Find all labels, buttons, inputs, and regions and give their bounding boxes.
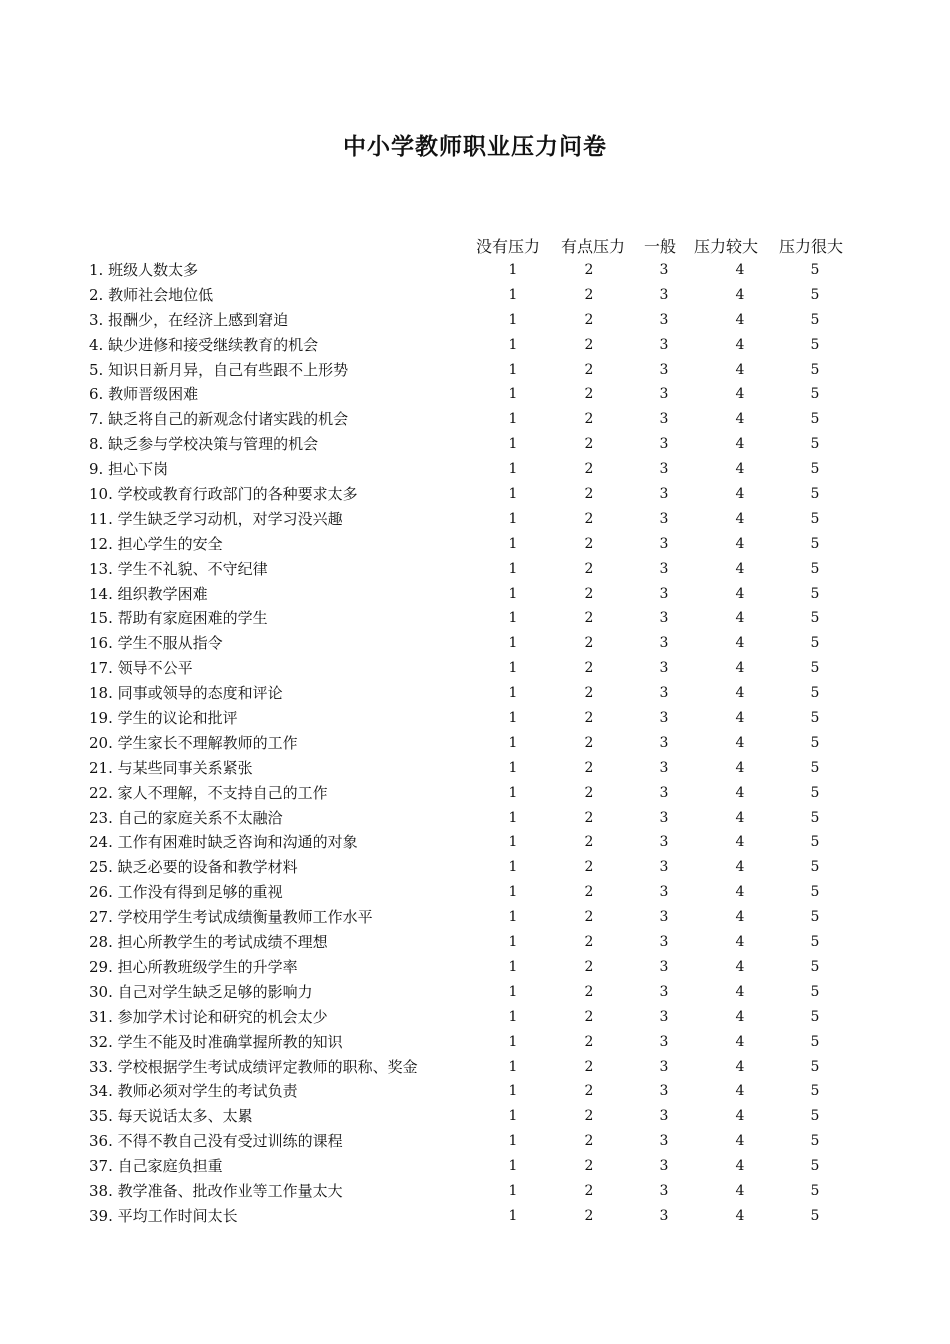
scale-option-3[interactable]: 3 (659, 436, 669, 453)
scale-option-5[interactable]: 5 (810, 710, 820, 727)
scale-option-4[interactable]: 4 (735, 311, 745, 328)
scale-option-3[interactable]: 3 (659, 535, 669, 552)
scale-option-2[interactable]: 2 (584, 610, 594, 627)
scale-option-4[interactable]: 4 (735, 610, 745, 627)
question-text: 16. 学生不服从指令 (89, 634, 223, 653)
scale-option-2[interactable]: 2 (584, 535, 594, 552)
scale-option-2[interactable]: 2 (584, 1182, 594, 1199)
question-row (0, 731, 950, 756)
scale-option-5[interactable]: 5 (810, 486, 820, 503)
scale-option-4[interactable]: 4 (735, 784, 745, 801)
question-row (0, 333, 950, 358)
scale-option-1[interactable]: 1 (508, 660, 518, 677)
scale-option-5[interactable]: 5 (810, 1033, 820, 1050)
scale-option-1[interactable]: 1 (508, 685, 518, 702)
scale-option-3[interactable]: 3 (659, 361, 669, 378)
scale-option-5[interactable]: 5 (810, 934, 820, 951)
question-text: 6. 教师晋级困难 (89, 385, 199, 404)
question-text: 29. 担心所教班级学生的升学率 (89, 957, 298, 976)
scale-option-5[interactable]: 5 (810, 884, 820, 901)
scale-option-1[interactable]: 1 (508, 1207, 518, 1224)
scale-option-2[interactable]: 2 (584, 1108, 594, 1125)
question-text: 34. 教师必须对学生的考试负责 (89, 1082, 298, 1101)
question-row (0, 1154, 950, 1179)
scale-option-1[interactable]: 1 (508, 1083, 518, 1100)
scale-option-2[interactable]: 2 (584, 436, 594, 453)
scale-option-2[interactable]: 2 (584, 1158, 594, 1175)
scale-option-1[interactable]: 1 (508, 934, 518, 951)
question-row (0, 606, 950, 631)
scale-option-5[interactable]: 5 (810, 1083, 820, 1100)
question-text: 5. 知识日新月异，自己有些跟不上形势 (89, 360, 349, 379)
scale-option-3[interactable]: 3 (659, 685, 669, 702)
scale-option-5[interactable]: 5 (810, 262, 820, 278)
scale-option-4[interactable]: 4 (735, 1207, 745, 1224)
scale-option-2[interactable]: 2 (584, 1058, 594, 1075)
scale-option-2[interactable]: 2 (584, 983, 594, 1000)
scale-option-2[interactable]: 2 (584, 759, 594, 776)
question-row (0, 955, 950, 980)
scale-option-1[interactable]: 1 (508, 1033, 518, 1050)
question-row (0, 980, 950, 1005)
scale-option-5[interactable]: 5 (810, 510, 820, 527)
page-title: 中小学教师职业压力问卷 (343, 133, 607, 160)
question-text: 13. 学生不礼貌、不守纪律 (89, 559, 268, 578)
question-text: 17. 领导不公平 (89, 659, 193, 678)
scale-option-1[interactable]: 1 (508, 585, 518, 602)
scale-option-5[interactable]: 5 (810, 386, 820, 403)
scale-option-4[interactable]: 4 (735, 660, 745, 677)
scale-option-3[interactable]: 3 (659, 1083, 669, 1100)
scale-option-5[interactable]: 5 (810, 859, 820, 876)
scale-option-5[interactable]: 5 (810, 585, 820, 602)
scale-option-3[interactable]: 3 (659, 784, 669, 801)
question-row (0, 582, 950, 607)
header-very-high-pressure: 压力很大 (779, 237, 844, 256)
scale-option-1[interactable]: 1 (508, 486, 518, 503)
question-row (0, 1030, 950, 1055)
question-text: 15. 帮助有家庭困难的学生 (89, 609, 268, 628)
question-row (0, 1055, 950, 1080)
scale-option-1[interactable]: 1 (508, 1108, 518, 1125)
scale-option-4[interactable]: 4 (735, 486, 745, 503)
scale-option-4[interactable]: 4 (735, 734, 745, 751)
question-row (0, 358, 950, 383)
scale-option-5[interactable]: 5 (810, 809, 820, 826)
scale-option-4[interactable]: 4 (735, 1033, 745, 1050)
scale-option-4[interactable]: 4 (735, 1083, 745, 1100)
scale-option-5[interactable]: 5 (810, 983, 820, 1000)
scale-option-5[interactable]: 5 (810, 834, 820, 851)
scale-option-3[interactable]: 3 (659, 386, 669, 403)
scale-option-3[interactable]: 3 (659, 411, 669, 428)
scale-option-1[interactable]: 1 (508, 286, 518, 303)
question-text: 14. 组织教学困难 (89, 584, 208, 603)
scale-option-2[interactable]: 2 (584, 411, 594, 428)
question-row (0, 308, 950, 333)
question-row (0, 457, 950, 482)
scale-option-3[interactable]: 3 (659, 1133, 669, 1150)
scale-option-2[interactable]: 2 (584, 386, 594, 403)
scale-option-3[interactable]: 3 (659, 958, 669, 975)
question-row (0, 781, 950, 806)
scale-option-3[interactable]: 3 (659, 1158, 669, 1175)
scale-option-1[interactable]: 1 (508, 834, 518, 851)
question-row (0, 855, 950, 880)
scale-option-5[interactable]: 5 (810, 909, 820, 926)
scale-option-5[interactable]: 5 (810, 1133, 820, 1150)
scale-option-4[interactable]: 4 (735, 585, 745, 602)
scale-option-3[interactable]: 3 (659, 759, 669, 776)
scale-option-2[interactable]: 2 (584, 1033, 594, 1050)
question-text: 30. 自己对学生缺乏足够的影响力 (89, 982, 313, 1001)
scale-option-2[interactable]: 2 (584, 934, 594, 951)
scale-option-5[interactable]: 5 (810, 759, 820, 776)
scale-option-1[interactable]: 1 (508, 311, 518, 328)
scale-option-2[interactable]: 2 (584, 262, 594, 278)
scale-option-4[interactable]: 4 (735, 286, 745, 303)
scale-option-3[interactable]: 3 (659, 1207, 669, 1224)
scale-option-5[interactable]: 5 (810, 436, 820, 453)
scale-option-4[interactable]: 4 (735, 262, 745, 278)
scale-option-2[interactable]: 2 (584, 635, 594, 652)
scale-option-4[interactable]: 4 (735, 958, 745, 975)
scale-option-1[interactable]: 1 (508, 436, 518, 453)
question-text: 11. 学生缺乏学习动机，对学习没兴趣 (89, 509, 343, 528)
scale-option-5[interactable]: 5 (810, 610, 820, 627)
scale-option-5[interactable]: 5 (810, 336, 820, 353)
question-row (0, 905, 950, 930)
scale-option-5[interactable]: 5 (810, 635, 820, 652)
scale-option-3[interactable]: 3 (659, 585, 669, 602)
scale-option-3[interactable]: 3 (659, 1182, 669, 1199)
question-row (0, 482, 950, 507)
scale-option-1[interactable]: 1 (508, 386, 518, 403)
scale-option-4[interactable]: 4 (735, 510, 745, 527)
question-row (0, 1104, 950, 1129)
question-row (0, 407, 950, 432)
scale-option-4[interactable]: 4 (735, 1058, 745, 1075)
scale-option-3[interactable]: 3 (659, 336, 669, 353)
scale-option-2[interactable]: 2 (584, 510, 594, 527)
scale-option-1[interactable]: 1 (508, 734, 518, 751)
question-text: 24. 工作有困难时缺乏咨询和沟通的对象 (89, 833, 358, 852)
scale-option-4[interactable]: 4 (735, 685, 745, 702)
scale-option-1[interactable]: 1 (508, 958, 518, 975)
scale-option-3[interactable]: 3 (659, 834, 669, 851)
scale-option-2[interactable]: 2 (584, 734, 594, 751)
scale-option-4[interactable]: 4 (735, 361, 745, 378)
scale-option-4[interactable]: 4 (735, 386, 745, 403)
header-some-pressure: 有点压力 (561, 237, 626, 256)
scale-option-5[interactable]: 5 (810, 1008, 820, 1025)
scale-option-1[interactable]: 1 (508, 461, 518, 478)
scale-option-4[interactable]: 4 (735, 934, 745, 951)
scale-option-5[interactable]: 5 (810, 784, 820, 801)
scale-option-4[interactable]: 4 (735, 884, 745, 901)
scale-option-2[interactable]: 2 (584, 1008, 594, 1025)
question-text: 35. 每天说话太多、太累 (89, 1107, 253, 1126)
scale-option-5[interactable]: 5 (810, 1182, 820, 1199)
scale-option-5[interactable]: 5 (810, 461, 820, 478)
scale-option-2[interactable]: 2 (584, 336, 594, 353)
scale-option-3[interactable]: 3 (659, 311, 669, 328)
question-row (0, 706, 950, 731)
scale-option-3[interactable]: 3 (659, 934, 669, 951)
question-text: 7. 缺乏将自己的新观念付诸实践的机会 (89, 410, 349, 429)
question-row (0, 656, 950, 681)
question-row (0, 283, 950, 308)
scale-option-2[interactable]: 2 (584, 660, 594, 677)
scale-option-2[interactable]: 2 (584, 834, 594, 851)
question-row (0, 681, 950, 706)
scale-option-2[interactable]: 2 (584, 1207, 594, 1224)
scale-option-1[interactable]: 1 (508, 710, 518, 727)
question-text: 31. 参加学术讨论和研究的机会太少 (89, 1007, 328, 1026)
question-text: 8. 缺乏参与学校决策与管理的机会 (89, 435, 319, 454)
scale-option-5[interactable]: 5 (810, 361, 820, 378)
scale-option-4[interactable]: 4 (735, 710, 745, 727)
scale-option-2[interactable]: 2 (584, 286, 594, 303)
scale-option-1[interactable]: 1 (508, 884, 518, 901)
question-row (0, 1204, 950, 1229)
question-text: 27. 学校用学生考试成绩衡量教师工作水平 (89, 908, 373, 927)
question-text: 38. 教学准备、批改作业等工作量太大 (89, 1181, 343, 1200)
scale-option-3[interactable]: 3 (659, 510, 669, 527)
question-text: 19. 学生的议论和批评 (89, 709, 238, 728)
scale-option-3[interactable]: 3 (659, 610, 669, 627)
question-row (0, 1005, 950, 1030)
question-text: 1. 班级人数太多 (89, 261, 199, 279)
scale-option-1[interactable]: 1 (508, 635, 518, 652)
question-text: 20. 学生家长不理解教师的工作 (89, 733, 298, 752)
question-text: 32. 学生不能及时准确掌握所教的知识 (89, 1032, 343, 1051)
scale-option-3[interactable]: 3 (659, 1008, 669, 1025)
question-row (0, 507, 950, 532)
scale-option-3[interactable]: 3 (659, 884, 669, 901)
scale-option-1[interactable]: 1 (508, 510, 518, 527)
scale-option-4[interactable]: 4 (735, 809, 745, 826)
header-high-pressure: 压力较大 (694, 237, 759, 256)
question-row (0, 382, 950, 407)
scale-option-5[interactable]: 5 (810, 1158, 820, 1175)
scale-header (0, 234, 950, 260)
header-no-pressure: 没有压力 (476, 237, 541, 256)
scale-option-2[interactable]: 2 (584, 809, 594, 826)
scale-option-1[interactable]: 1 (508, 361, 518, 378)
scale-option-2[interactable]: 2 (584, 710, 594, 727)
question-text: 33. 学校根据学生考试成绩评定教师的职称、奖金 (89, 1057, 418, 1076)
question-row (0, 258, 950, 283)
scale-option-2[interactable]: 2 (584, 884, 594, 901)
scale-option-1[interactable]: 1 (508, 610, 518, 627)
scale-option-4[interactable]: 4 (735, 535, 745, 552)
scale-option-5[interactable]: 5 (810, 1108, 820, 1125)
scale-option-1[interactable]: 1 (508, 909, 518, 926)
scale-option-2[interactable]: 2 (584, 461, 594, 478)
scale-option-2[interactable]: 2 (584, 909, 594, 926)
scale-option-2[interactable]: 2 (584, 560, 594, 577)
question-row (0, 532, 950, 557)
scale-option-3[interactable]: 3 (659, 560, 669, 577)
scale-option-5[interactable]: 5 (810, 1207, 820, 1224)
scale-option-5[interactable]: 5 (810, 685, 820, 702)
scale-option-5[interactable]: 5 (810, 286, 820, 303)
scale-option-3[interactable]: 3 (659, 660, 669, 677)
question-text: 25. 缺乏必要的设备和教学材料 (89, 858, 298, 877)
scale-option-4[interactable]: 4 (735, 461, 745, 478)
question-text: 4. 缺少进修和接受继续教育的机会 (89, 335, 319, 354)
question-text: 9. 担心下岗 (89, 460, 169, 479)
question-row (0, 557, 950, 582)
scale-option-2[interactable]: 2 (584, 361, 594, 378)
question-text: 2. 教师社会地位低 (89, 285, 214, 304)
question-text: 3. 报酬少，在经济上感到窘迫 (89, 310, 289, 329)
scale-option-2[interactable]: 2 (584, 685, 594, 702)
scale-option-2[interactable]: 2 (584, 486, 594, 503)
header-neutral: 一般 (644, 237, 677, 256)
scale-option-1[interactable]: 1 (508, 535, 518, 552)
scale-option-1[interactable]: 1 (508, 784, 518, 801)
question-row (0, 930, 950, 955)
scale-option-2[interactable]: 2 (584, 958, 594, 975)
scale-option-3[interactable]: 3 (659, 983, 669, 1000)
question-text: 26. 工作没有得到足够的重视 (89, 883, 283, 902)
scale-option-4[interactable]: 4 (735, 560, 745, 577)
scale-option-3[interactable]: 3 (659, 486, 669, 503)
scale-option-4[interactable]: 4 (735, 1158, 745, 1175)
question-text: 28. 担心所教学生的考试成绩不理想 (89, 933, 328, 952)
scale-option-3[interactable]: 3 (659, 1058, 669, 1075)
question-text: 39. 平均工作时间太长 (89, 1206, 238, 1225)
scale-option-4[interactable]: 4 (735, 1182, 745, 1199)
scale-option-4[interactable]: 4 (735, 834, 745, 851)
scale-option-4[interactable]: 4 (735, 635, 745, 652)
question-row (0, 806, 950, 831)
scale-option-5[interactable]: 5 (810, 958, 820, 975)
scale-option-4[interactable]: 4 (735, 983, 745, 1000)
scale-option-2[interactable]: 2 (584, 585, 594, 602)
question-text: 23. 自己的家庭关系不太融洽 (89, 808, 283, 827)
question-text: 36. 不得不教自己没有受过训练的课程 (89, 1132, 343, 1151)
scale-option-3[interactable]: 3 (659, 461, 669, 478)
scale-option-1[interactable]: 1 (508, 1133, 518, 1150)
scale-option-4[interactable]: 4 (735, 411, 745, 428)
question-row (0, 432, 950, 457)
scale-option-5[interactable]: 5 (810, 311, 820, 328)
scale-option-5[interactable]: 5 (810, 660, 820, 677)
scale-option-4[interactable]: 4 (735, 909, 745, 926)
scale-option-2[interactable]: 2 (584, 859, 594, 876)
scale-option-1[interactable]: 1 (508, 759, 518, 776)
scale-option-4[interactable]: 4 (735, 859, 745, 876)
scale-option-3[interactable]: 3 (659, 1108, 669, 1125)
scale-option-1[interactable]: 1 (508, 809, 518, 826)
scale-option-1[interactable]: 1 (508, 1182, 518, 1199)
scale-option-1[interactable]: 1 (508, 262, 518, 278)
question-text: 21. 与某些同事关系紧张 (89, 758, 253, 777)
scale-option-3[interactable]: 3 (659, 909, 669, 926)
scale-option-5[interactable]: 5 (810, 560, 820, 577)
scale-option-2[interactable]: 2 (584, 311, 594, 328)
scale-option-2[interactable]: 2 (584, 1083, 594, 1100)
question-text: 37. 自己家庭负担重 (89, 1157, 223, 1176)
question-row (0, 631, 950, 656)
question-text: 12. 担心学生的安全 (89, 534, 223, 553)
scale-option-4[interactable]: 4 (735, 1008, 745, 1025)
question-list (0, 258, 950, 1229)
question-text: 22. 家人不理解，不支持自己的工作 (89, 783, 328, 802)
scale-option-4[interactable]: 4 (735, 436, 745, 453)
question-row (0, 1079, 950, 1104)
scale-option-2[interactable]: 2 (584, 1133, 594, 1150)
scale-option-3[interactable]: 3 (659, 262, 669, 278)
question-row (0, 830, 950, 855)
scale-option-3[interactable]: 3 (659, 635, 669, 652)
question-row (0, 1129, 950, 1154)
question-text: 18. 同事或领导的态度和评论 (89, 684, 283, 703)
scale-option-4[interactable]: 4 (735, 1133, 745, 1150)
scale-option-3[interactable]: 3 (659, 859, 669, 876)
scale-option-1[interactable]: 1 (508, 336, 518, 353)
scale-option-5[interactable]: 5 (810, 1058, 820, 1075)
scale-option-5[interactable]: 5 (810, 535, 820, 552)
scale-option-5[interactable]: 5 (810, 411, 820, 428)
question-row (0, 880, 950, 905)
scale-option-2[interactable]: 2 (584, 784, 594, 801)
scale-option-1[interactable]: 1 (508, 1008, 518, 1025)
scale-option-4[interactable]: 4 (735, 1108, 745, 1125)
question-text: 10. 学校或教育行政部门的各种要求太多 (89, 485, 358, 504)
scale-option-1[interactable]: 1 (508, 983, 518, 1000)
scale-option-4[interactable]: 4 (735, 759, 745, 776)
scale-option-4[interactable]: 4 (735, 336, 745, 353)
scale-option-3[interactable]: 3 (659, 734, 669, 751)
scale-option-5[interactable]: 5 (810, 734, 820, 751)
question-row (0, 756, 950, 781)
scale-option-3[interactable]: 3 (659, 1033, 669, 1050)
scale-option-3[interactable]: 3 (659, 809, 669, 826)
scale-option-1[interactable]: 1 (508, 1058, 518, 1075)
scale-option-1[interactable]: 1 (508, 859, 518, 876)
scale-option-1[interactable]: 1 (508, 560, 518, 577)
question-row (0, 1179, 950, 1204)
scale-option-1[interactable]: 1 (508, 1158, 518, 1175)
scale-option-3[interactable]: 3 (659, 710, 669, 727)
scale-option-3[interactable]: 3 (659, 286, 669, 303)
scale-option-1[interactable]: 1 (508, 411, 518, 428)
